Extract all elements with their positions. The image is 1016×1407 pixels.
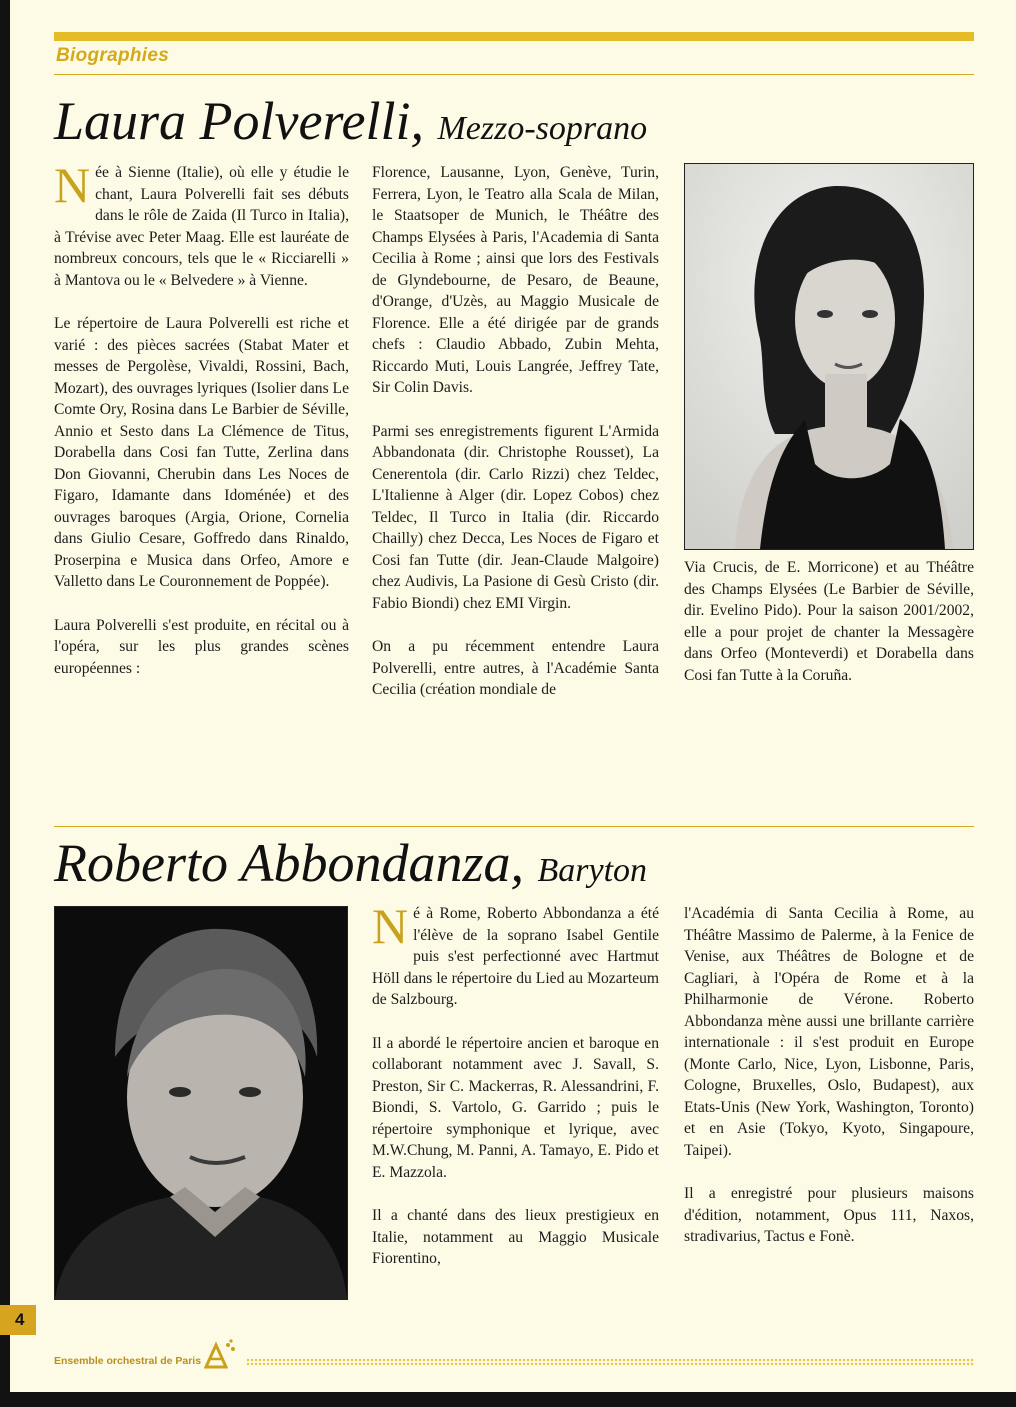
dropcap: N: [372, 898, 409, 954]
artist1-column-1: [54, 157, 349, 701]
artist1-paragraph: Parmi ses enregistrements figurent L'Armida Abbandonata (dir. Christophe Rousset), La Cenerentola (dir. Carlo Rizzi) chez Teldec, L'Italienne à Alger (dir. Lopez Cobos) chez Teldec, Il Turco in Italia (dir. Riccardo Chailly) chez Decca, Les Noces de Figaro et Cosi fan Tutte (dir. Jean-Claude Malgoire) chez Audivis, La Pasione di Gesù Cristo (dir. Fabio Biondi) chez EMI Virgin.: [372, 422, 659, 612]
artist1-paragraph: On a pu récemment entendre Laura Polverelli, entre autres, à l'Académie Santa Cecilia (création mondiale de: [372, 638, 659, 698]
artist1-paragraph: Le répertoire de Laura Polverelli est riche et varié : des pièces sacrées (Stabat Mater et messes de Pergolèse, Vivaldi, Rossini, Bach, Mozart), des ouvrages lyriques (Isolier dans Le Comte Ory, Rosina dans Le Barbier de Séville, Annio et Sesto dans La Clémence de Titus, Dorabella dans Cosi fan Tutte, Zerlina dans Don Giovanni, Cherubin dans Les Noces de Figaro, Idamante dans Idoménée) et des ouvrages baroques (Argia, Orione, Cornelia dans Giulio Cesare, Goffredo dans Rinaldo, Proserpina e Musica dans Orfeo, Amore e Valletto dans Le Couronnement de Poppée).: [54, 315, 349, 590]
scan-left-edge: [0, 0, 10, 1407]
page-number: 4: [15, 1310, 25, 1329]
publisher-logo-icon: [202, 1339, 238, 1374]
artist2-paragraph: Il a chanté dans des lieux prestigieux en Italie, notamment au Maggio Musicale Fiorentino,: [372, 1207, 659, 1267]
dropcap: N: [54, 157, 91, 213]
artist2-voice: Baryton: [537, 852, 648, 889]
publisher-name: Ensemble orchestral de Paris: [54, 1355, 202, 1367]
artist1-name: Laura Polverelli,: [54, 91, 424, 151]
artist2-paragraph: Il a abordé le répertoire ancien et baroque en collaborant notamment avec J. Savall, S. Preston, Sir C. Mackerras, R. Alessandrini, F. Biondi, S. Vartolo, G. Garrido ; puis le répertoire symphonique et lyrique, avec M.W.Chung, M. Panni, A. Tamayo, E. Pido et E. Mazzola.: [372, 1034, 659, 1181]
section-tag: Biographies: [56, 45, 170, 66]
artist1-column-3: [684, 557, 974, 708]
artist2-paragraph: Il a enregistré pour plusieurs maisons d'édition, notamment, Opus 111, Naxos, stradivarius, Tactus e Fonè.: [684, 1185, 974, 1245]
artist2-column-3: [684, 903, 974, 1270]
paragraph-text: ée à Sienne (Italie), où elle y étudie le chant, Laura Polverelli fait ses débuts dans le rôle de Zaida (Il Turco in Italia), à Trévise avec Peter Maag. Elle est lauréate de nombreux concours, tels que le « Ricciarelli » à Mantova ou le « Belvedere » à Vienne.: [54, 164, 349, 289]
section-divider: [54, 826, 974, 827]
artist1-paragraph: [54, 157, 349, 291]
artist1-portrait-photo: [684, 163, 974, 550]
footer-dotted-band: [246, 1358, 974, 1366]
artist1-voice: Mezzo-soprano: [437, 110, 648, 147]
artist1-column-2: [372, 162, 659, 723]
artist1-heading: [54, 91, 648, 151]
artist1-paragraph: Via Crucis, de E. Morricone) et au Théâtre des Champs Elysées (Le Barbier de Séville, dir. Evelino Pido). Pour la saison 2001/2002, elle a pour projet de chanter la Messagère dans Orfeo (Monteverdi) et Dorabella dans Cosi fan Tutte à la Coruña.: [684, 559, 974, 684]
artist1-paragraph: Florence, Lausanne, Lyon, Genève, Turin, Ferrera, Lyon, le Teatro alla Scala de Milan, le Staatsoper de Munich, le Théâtre des Champs Elysées à Paris, l'Academia di Santa Cecilia à Rome ; ainsi que lors des Festivals de Glyndebourne, de Pesaro, de Beaune, d'Orange, d'Uzès, au Maggio Musicale de Florence. Elle a été dirigée par de grands chefs : Claudio Abbado, Zubin Mehta, Riccardo Muti, Louis Langrée, Jeffrey Tate, Sir Colin Davis.: [372, 164, 659, 396]
artist1-paragraph: Laura Polverelli s'est produite, en récital ou à l'opéra, sur les plus grandes scènes européennes :: [54, 616, 349, 677]
header-bar: [54, 32, 974, 41]
artist2-column-2: [372, 898, 659, 1292]
artist2-paragraph: [372, 898, 659, 1011]
paragraph-text: é à Rome, Roberto Abbondanza a été l'élève de la soprano Isabel Gentile puis s'est perfectionné avec Hartmut Höll dans le répertoire du Lied au Mozarteum de Salzbourg.: [372, 905, 659, 1008]
header-rule: [54, 74, 974, 75]
artist2-name: Roberto Abbondanza,: [54, 833, 524, 893]
scan-bottom-edge: [0, 1392, 1016, 1407]
artist2-portrait-photo: [54, 906, 348, 1300]
artist2-paragraph: l'Académia di Santa Cecilia à Rome, au Théâtre Massimo de Palerme, à la Fenice de Venise, aux Théâtres de Bologne et de Cagliari, à l'Opéra de Rome et à la Philharmonie de Vérone. Roberto Abbondanza mène aussi une brillante carrière internationale : il s'est produit en Europe (Monte Carlo, Nice, Lyon, Lisbonne, Paris, Cologne, Bruxelles, Oslo, Budapest), aux Etats-Unis (New York, Washington, Toronto) et en Asie (Tokyo, Kyoto, Singapoure, Taipei).: [684, 905, 974, 1159]
artist2-heading: [54, 833, 648, 893]
